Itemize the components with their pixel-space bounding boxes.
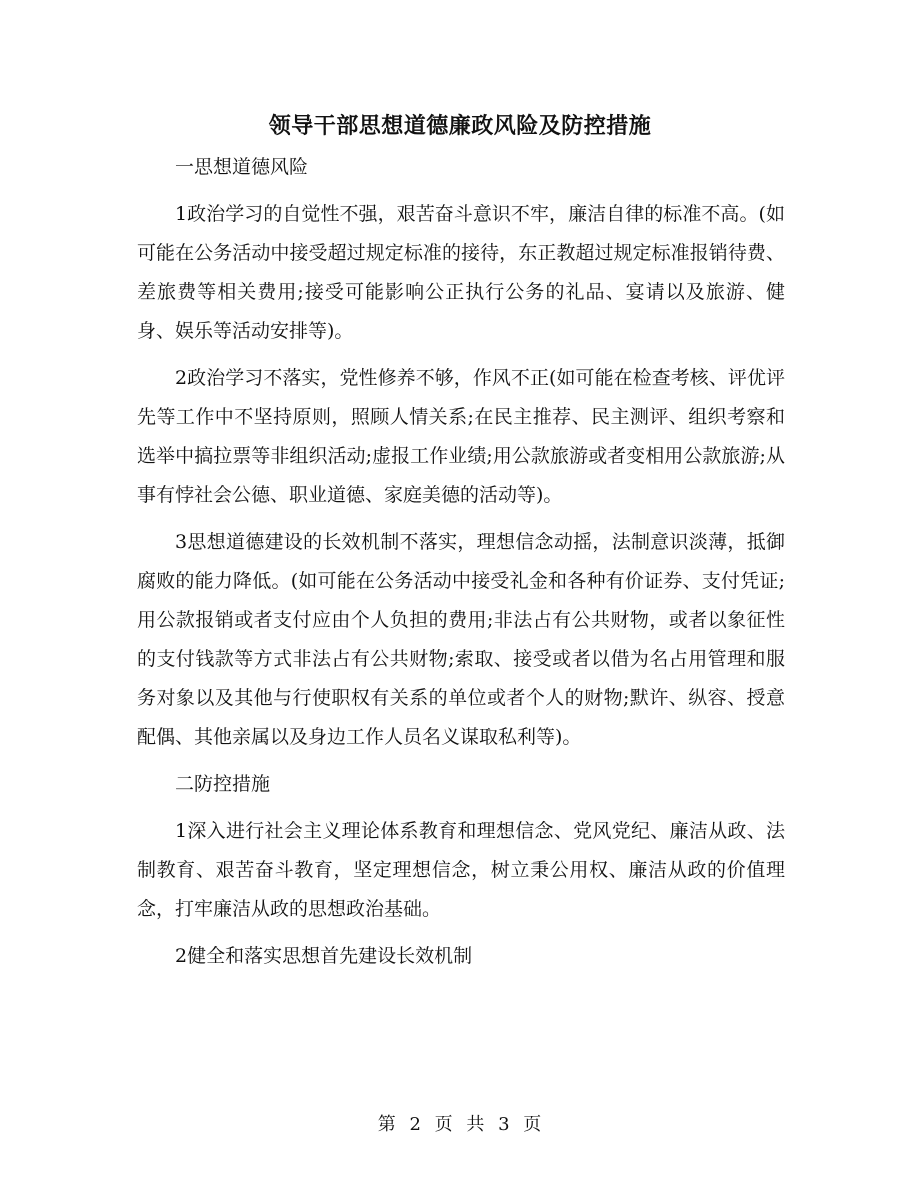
measures-paragraph: 2健全和落实思想首先建设长效机制 — [175, 945, 473, 967]
document-title: 领导干部思想道德廉政风险及防控措施 — [268, 113, 652, 139]
risk-paragraph: 2政治学习不落实，党性修养不够，作风不正(如可能在检查考核、评优评先等工作中不坚持原则，照顾人情关系;在民主推荐、民主测评、组织考察和选举中搞拉票等非组织活动;虚报工作业绩;用公款旅游或者变相用公款旅游;从事有悖社会公德、职业道德、家庭美德的活动等)。 — [137, 367, 785, 506]
risk-paragraph: 3思想道德建设的长效机制不落实，理想信念动摇，法制意识淡薄，抵御腐败的能力降低。(如可能在公务活动中接受礼金和各种有价证券、支付凭证;用公款报销或者支付应由个人负担的费用;非法占有公共财物，或者以象征性的支付钱款等方式非法占有公共财物;索取、接受或者以借为名占用管理和服务对象以及其他与行使职权有关系的单位或者个人的财物;默许、纵容、授意配偶、其他亲属以及身边工作人员名义谋取私利等)。 — [137, 531, 785, 748]
risk-paragraph: 1政治学习的自觉性不强，艰苦奋斗意识不牢，廉洁自律的标准不高。(如可能在公务活动中接受超过规定标准的接待，东正教超过规定标准报销待费、差旅费等相关费用;接受可能影响公正执行公务的礼品、宴请以及旅游、健身、娱乐等活动安排等)。 — [137, 203, 785, 342]
page-number-footer: 第 2 页 共 3 页 — [377, 1114, 543, 1135]
section-heading-measures: 二防控措施 — [175, 773, 271, 795]
section-heading-risk: 一思想道德风险 — [175, 156, 309, 178]
document-body — [137, 148, 785, 984]
measures-paragraph: 1深入进行社会主义理论体系教育和理想信念、党风党纪、廉洁从政、法制教育、艰苦奋斗教育，坚定理想信念，树立秉公用权、廉洁从政的价值理念，打牢廉洁从政的思想政治基础。 — [137, 820, 785, 920]
